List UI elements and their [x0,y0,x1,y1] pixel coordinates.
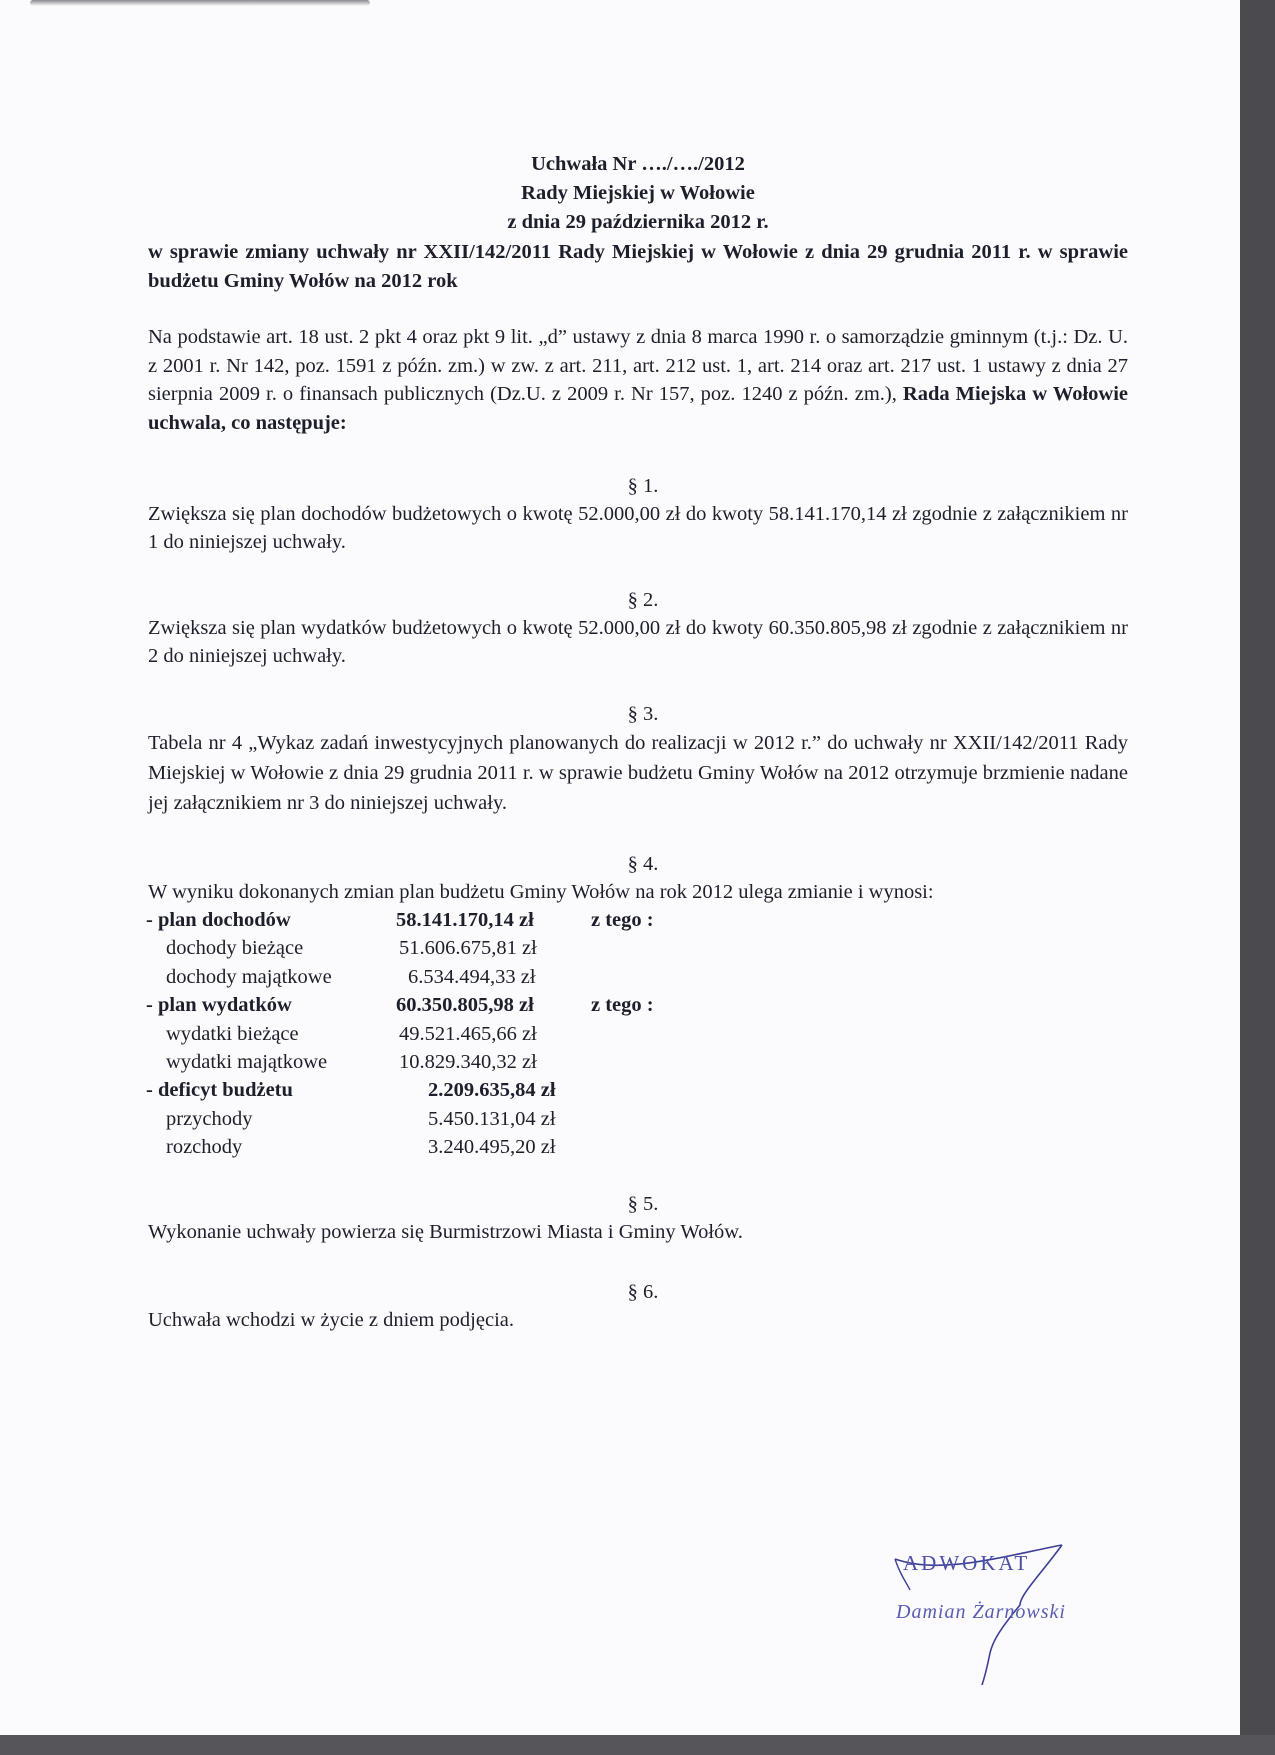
section-number: § 6. [627,1281,659,1303]
summary-followup: z tego : [591,909,654,931]
stamp-title: ADWOKAT [903,1551,1031,1575]
summary-label: rozchody [166,1136,243,1159]
section-5 [148,1190,1128,1246]
section-number: § 4. [627,853,659,875]
summary-amount: 2.209.635,84 zł [428,1079,556,1102]
section-2 [148,586,1128,670]
resolution-issuer: Rady Miejskiej w Wołowie [521,182,755,204]
summary-label: przychody [166,1107,253,1130]
summary-label: wydatki bieżące [166,1022,299,1045]
summary-amount: 60.350.805,98 zł [396,994,534,1017]
summary-label: dochody bieżące [166,937,304,960]
summary-amount: 5.450.131,04 zł [428,1107,556,1130]
legal-basis-text: Na podstawie art. 18 ust. 2 pkt 4 oraz pkt 9 lit. „d” ustawy z dnia 8 marca 1990 r. o samorządzie gminnym (t.j.: Dz. U. z 2001 r. Nr 142, poz. 1591 z późn. zm.) w zw. z art. 211, art. 212 ust. 1, art. 214 oraz art. 217 ust. 1 ustawy z dnia 27 sierpnia 2009 r. o finansach publicznych (Dz.U. z 2009 r. Nr 157, poz. 1240 z późn. zm.), [148,326,1128,405]
summary-amount: 49.521.465,66 zł [399,1022,537,1045]
section-text: Zwiększa się plan wydatków budżetowych o kwotę 52.000,00 zł do kwoty 60.350.805,98 zł zgodnie z załącznikiem nr 2 do niniejszej uchwały. [148,617,1128,667]
section-number: § 1. [627,475,659,497]
section-3 [148,700,1128,818]
legal-basis [148,323,1128,437]
stamp-name: Damian Żarnowski [896,1601,1066,1623]
section-number: § 5. [627,1193,659,1215]
scan-shadow [30,0,370,6]
section-6 [148,1278,1128,1334]
summary-amount: 3.240.495,20 zł [428,1136,556,1159]
section-text: W wyniku dokonanych zmian plan budżetu Gminy Wołów na rok 2012 ulega zmianie i wynosi: [148,881,934,903]
summary-label: dochody majątkowe [166,965,332,988]
summary-followup: z tego : [591,994,654,1017]
summary-amount: 51.606.675,81 zł [399,937,537,960]
summary-amount: 58.141.170,14 zł [396,909,534,931]
section-text: Tabela nr 4 „Wykaz zadań inwestycyjnych planowanych do realizacji w 2012 r.” do uchwały nr XXII/142/2011 Rady Miejskiej w Wołowie z dnia 29 grudnia 2011 r. w sprawie budżetu Gminy Wołów na 2012 otrzymuje brzmienie nadane jej załącznikiem nr 3 do niniejszej uchwały. [148,732,1128,814]
resolution-title: Uchwała Nr …./…./2012 [531,153,745,175]
legal-basis-resolves: Rada Miejska w Wołowie uchwala, co następuje: [148,383,1128,434]
summary-label: - plan dochodów [146,909,291,931]
section-number: § 2. [627,589,659,611]
resolution-subject: w sprawie zmiany uchwały nr XXII/142/2011 Rady Miejskiej w Wołowie z dnia 29 grudnia 2011 r. w sprawie budżetu Gminy Wołów na 2012 rok [148,241,1128,292]
section-text: Wykonanie uchwały powierza się Burmistrzowi Miasta i Gminy Wołów. [148,1221,743,1243]
scan-edge-right [1240,0,1275,1755]
summary-amount: 10.829.340,32 zł [399,1050,537,1073]
section-number: § 3. [627,703,659,725]
resolution-header [148,150,1128,237]
section-1 [148,472,1128,556]
section-text: Zwiększa się plan dochodów budżetowych o kwotę 52.000,00 zł do kwoty 58.141.170,14 zł zgodnie z załącznikiem nr 1 do niniejszej uchwały. [148,503,1128,553]
summary-label: wydatki majątkowe [166,1050,328,1073]
summary-label: - plan wydatków [146,994,292,1017]
section-text: Uchwała wchodzi w życie z dniem podjęcia. [148,1309,514,1331]
summary-amount: 6.534.494,33 zł [408,965,536,988]
summary-label: - deficyt budżetu [146,1079,293,1102]
scan-edge-bottom [0,1735,1275,1755]
section-4 [148,850,1128,906]
resolution-date: z dnia 29 października 2012 r. [507,211,769,233]
